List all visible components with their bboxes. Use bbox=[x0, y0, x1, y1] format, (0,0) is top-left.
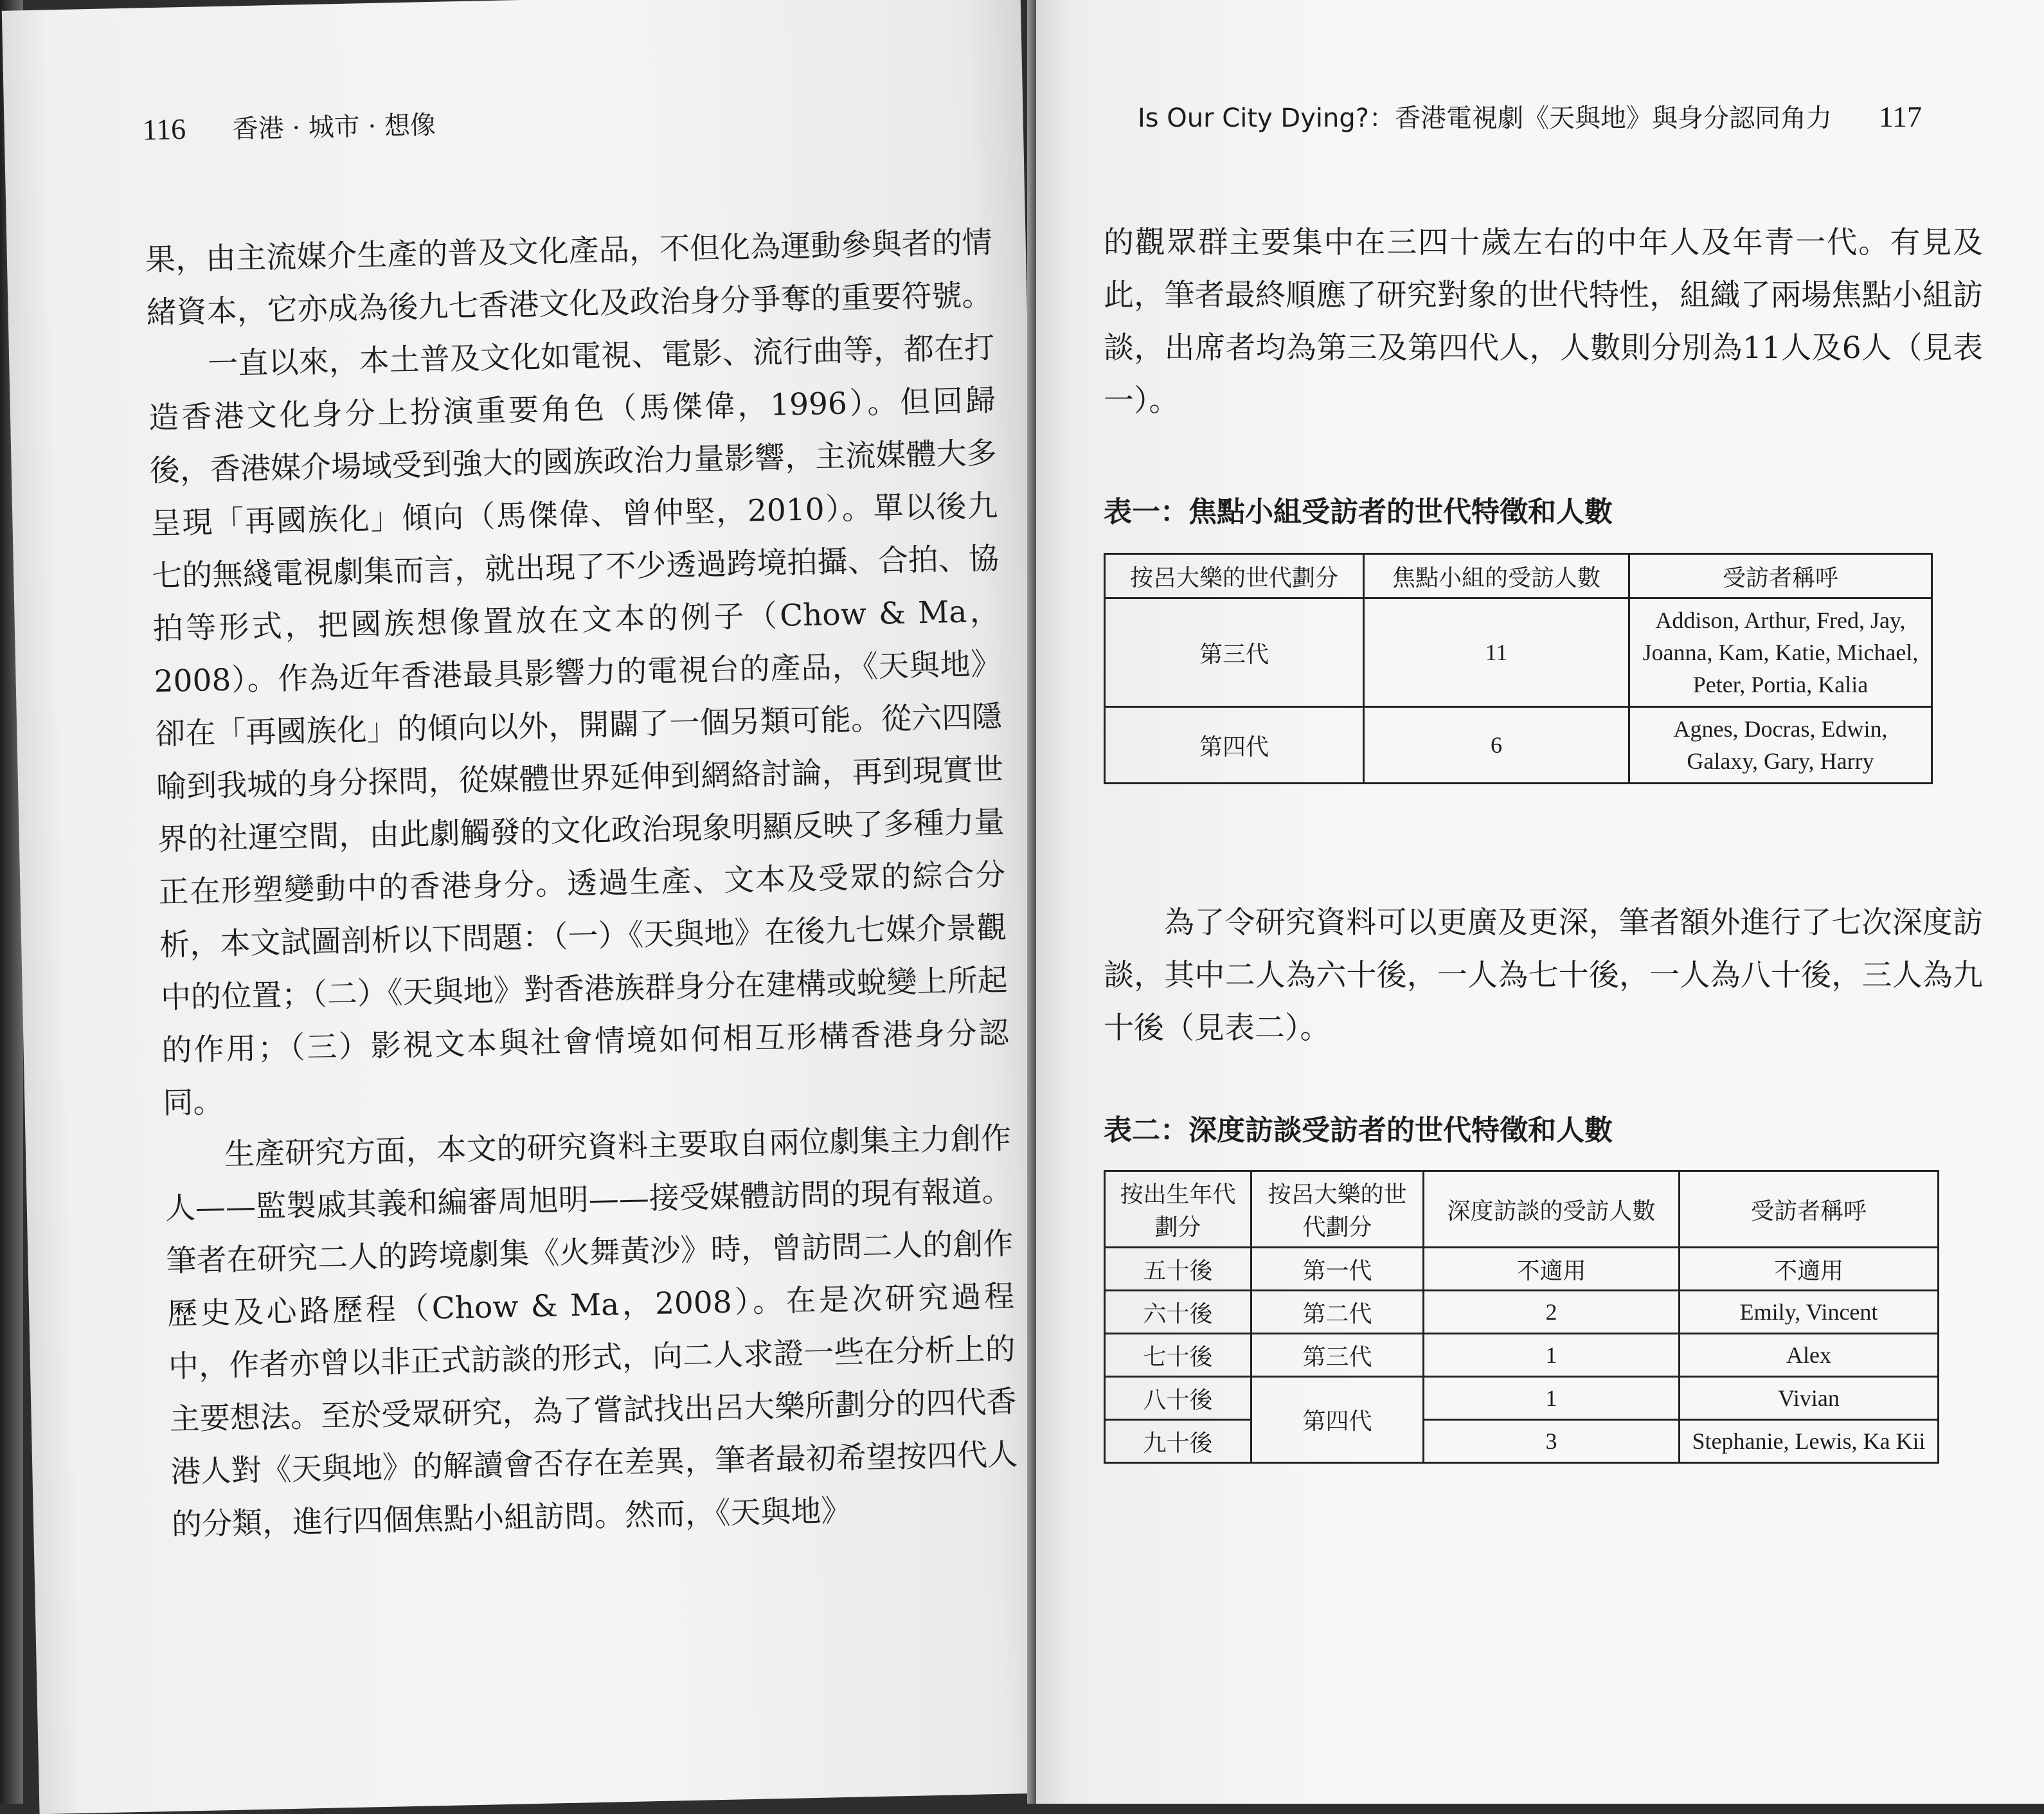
book-title-header: 香港 · 城市 · 想像 bbox=[232, 110, 436, 145]
table-header-cell: 焦點小組的受訪人數 bbox=[1364, 554, 1629, 598]
table1 bbox=[1104, 553, 1933, 784]
table-cell: 6 bbox=[1364, 707, 1629, 784]
table-cell: 第一代 bbox=[1251, 1248, 1424, 1291]
table1-caption: 表一：焦點小組受訪者的世代特徵和人數 bbox=[1104, 496, 1613, 528]
table-cell: 11 bbox=[1364, 598, 1629, 707]
right-running-head bbox=[1138, 98, 1922, 134]
table-row bbox=[1105, 1334, 1939, 1377]
table-header-row bbox=[1105, 1171, 1939, 1248]
table-row bbox=[1105, 1248, 1939, 1291]
table2 bbox=[1104, 1170, 1939, 1464]
paragraph: 果，由主流媒介生產的普及文化產品，不但化為運動參與者的情緒資本，它亦成為後九七香港文化及政治身分爭奪的重要符號。 bbox=[145, 224, 993, 331]
left-running-head bbox=[142, 105, 436, 148]
table-cell: 第三代 bbox=[1105, 598, 1364, 707]
table2-caption: 表二：深度訪談受訪者的世代特徵和人數 bbox=[1104, 1114, 1613, 1147]
table-cell: 不適用 bbox=[1424, 1248, 1680, 1291]
table-cell: 第二代 bbox=[1251, 1291, 1424, 1334]
paragraph: 的觀眾群主要集中在三四十歲左右的中年人及年青一代。有見及此，筆者最終順應了研究對象的世代特性，組織了兩場焦點小組訪談，出席者均為第三及第四代人，人數則分別為11人及6人（見表一）。 bbox=[1104, 225, 1983, 418]
table-cell: 不適用 bbox=[1680, 1248, 1939, 1291]
table-row bbox=[1105, 1291, 1939, 1334]
table-cell: Stephanie, Lewis, Ka Kii bbox=[1680, 1420, 1939, 1463]
table-cell: Alex bbox=[1680, 1334, 1939, 1377]
table-cell: 九十後 bbox=[1105, 1420, 1251, 1463]
table-header-cell: 按出生年代劃分 bbox=[1105, 1171, 1251, 1248]
paragraph: 為了令研究資料可以更廣及更深，筆者額外進行了七次深度訪談，其中二人為六十後，一人為七十後，一人為八十後，三人為九十後（見表二）。 bbox=[1104, 905, 1983, 1046]
table-header-cell: 按呂大樂的世代劃分 bbox=[1105, 554, 1364, 598]
table-cell: 第四代 bbox=[1105, 707, 1364, 784]
page-number-left: 116 bbox=[142, 112, 186, 147]
table-header-cell: 按呂大樂的世代劃分 bbox=[1251, 1171, 1424, 1248]
right-body-paragraph-2 bbox=[1104, 897, 1983, 1055]
table-cell: 第三代 bbox=[1251, 1334, 1424, 1377]
paragraph: 生產研究方面，本文的研究資料主要取自兩位劇集主力創作人——監製戚其義和編審周旭明——接受媒體訪問的現有報道。筆者在研究二人的跨境劇集《火舞黃沙》時，曾訪問二人的創作歷史及心路歷程（Chow & Ma，2008）。在是次研究過程中，作者亦曾以非正式訪談的形式，向二人求證一些在分析上的主要想法。至於受眾研究，為了嘗試找出呂大樂所劃分的四代香港人對《天與地》的解讀會否存在差異，筆者最初希望按四代人的分類，進行四個焦點小組訪問。然而，《天與地》 bbox=[165, 1120, 1018, 1543]
table-cell: 2 bbox=[1424, 1291, 1680, 1334]
page-number-right: 117 bbox=[1878, 100, 1922, 133]
chapter-title-header: Is Our City Dying?：香港電視劇《天與地》與身分認同角力 bbox=[1137, 103, 1832, 133]
paragraph: 一直以來，本土普及文化如電視、電影、流行曲等，都在打造香港文化身分上扮演重要角色（馬傑偉，1996）。但回歸後，香港媒介場域受到強大的國族政治力量影響，主流媒體大多呈現「再國族化」傾向（馬傑偉、曾仲堅，2010）。單以後九七的無綫電視劇集而言，就出現了不少透過跨境拍攝、合拍、協拍等形式，把國族想像置放在文本的例子（Chow & Ma，2008）。作為近年香港最具影響力的電視台的產品，《天與地》卻在「再國族化」的傾向以外，開闢了一個另類可能。從六四隱喻到我城的身分探問，從媒體世界延伸到網絡討論，再到現實世界的社運空間，由此劇觸發的文化政治現象明顯反映了多種力量正在形塑變動中的香港身分。透過生產、文本及受眾的綜合分析，本文試圖剖析以下問題：（一）《天與地》在後九七媒介景觀中的位置；（二）《天與地》對香港族群身分在建構或蛻變上所起的作用；（三）影視文本與社會情境如何相互形構香港身分認同。 bbox=[148, 330, 1010, 1122]
table-cell: 1 bbox=[1424, 1377, 1680, 1420]
table-row bbox=[1105, 1377, 1939, 1420]
right-body-paragraph-1 bbox=[1104, 217, 1983, 427]
table-cell: 七十後 bbox=[1105, 1334, 1251, 1377]
table-cell: Vivian bbox=[1680, 1377, 1939, 1420]
table-cell: Addison, Arthur, Fred, Jay, Joanna, Kam, Katie, Michael, Peter, Portia, Kalia bbox=[1629, 598, 1932, 707]
table-row bbox=[1105, 598, 1932, 707]
left-body-text bbox=[145, 217, 1019, 1552]
table-cell: 八十後 bbox=[1105, 1377, 1251, 1420]
table-cell-merged: 第四代 bbox=[1251, 1377, 1424, 1463]
table-header-row bbox=[1105, 554, 1932, 598]
right-page bbox=[1036, 0, 2044, 1804]
table-header-cell: 深度訪談的受訪人數 bbox=[1424, 1171, 1680, 1248]
table-row bbox=[1105, 1420, 1939, 1463]
table-cell: Agnes, Docras, Edwin, Galaxy, Gary, Harry bbox=[1629, 707, 1932, 784]
table-row bbox=[1105, 707, 1932, 784]
table-cell: 六十後 bbox=[1105, 1291, 1251, 1334]
table-cell: 1 bbox=[1424, 1334, 1680, 1377]
left-page bbox=[2, 0, 1058, 1814]
table-header-cell: 受訪者稱呼 bbox=[1680, 1171, 1939, 1248]
table-cell: Emily, Vincent bbox=[1680, 1291, 1939, 1334]
table-cell: 3 bbox=[1424, 1420, 1680, 1463]
table-header-cell: 受訪者稱呼 bbox=[1629, 554, 1932, 598]
table-cell: 五十後 bbox=[1105, 1248, 1251, 1291]
